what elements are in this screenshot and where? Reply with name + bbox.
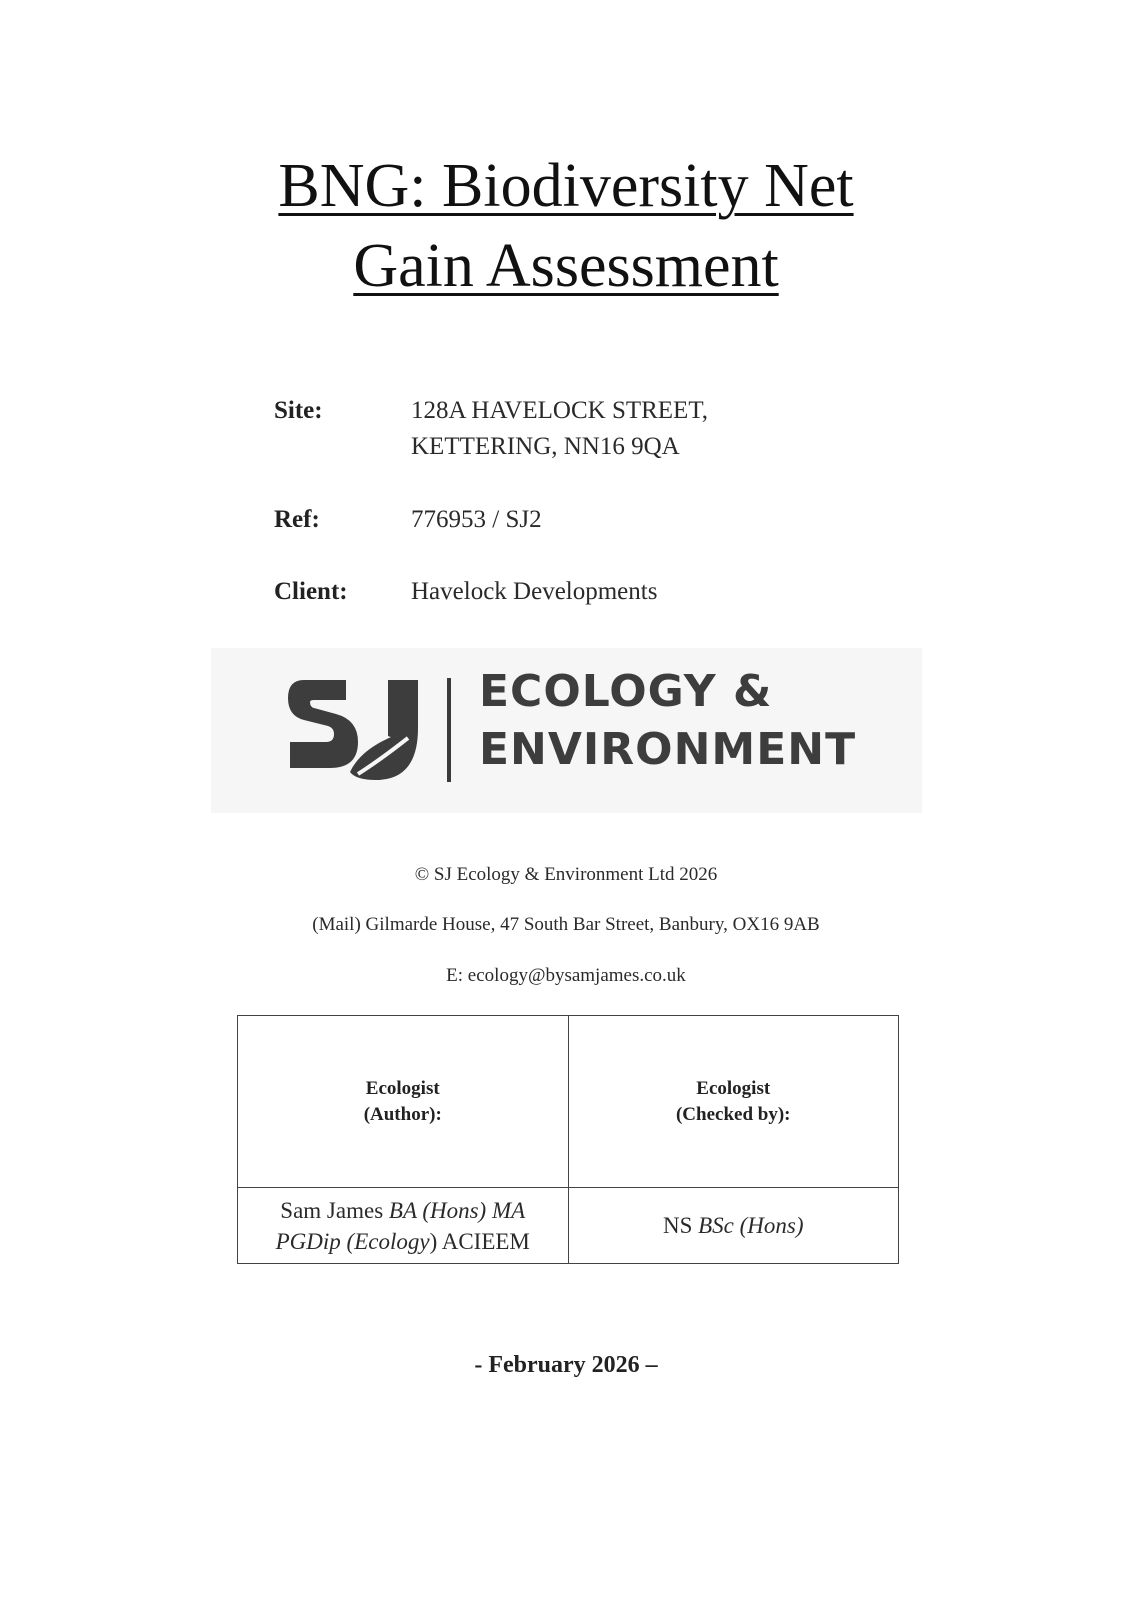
author-heading-line-2: (Author): — [363, 1103, 442, 1125]
copyright-notice: © SJ Ecology & Environment Ltd 2026 — [414, 864, 718, 885]
site-address-line-2: KETTERING, NN16 9QA — [411, 433, 680, 460]
signoff-name-row — [238, 1188, 899, 1264]
checker-name-cell — [568, 1188, 899, 1264]
author-qualifications-1: BA (Hons) MA — [388, 1197, 526, 1223]
report-title-line-2: Gain Assessment — [353, 232, 779, 300]
report-title-line-1: BNG: Biodiversity Net — [278, 152, 854, 220]
checker-heading-line-2: (Checked by): — [675, 1103, 791, 1125]
logo-text-line-2: ENVIRONMENT — [479, 724, 857, 775]
company-logo — [211, 648, 922, 813]
site-label: Site: — [274, 397, 323, 424]
checker-name: NS — [662, 1213, 693, 1238]
signoff-heading-row — [238, 1016, 899, 1188]
author-heading-line-1: Ecologist — [365, 1077, 440, 1099]
logo-divider — [447, 678, 451, 782]
author-name: Sam James — [280, 1197, 384, 1223]
ref-value: 776953 / SJ2 — [411, 506, 542, 533]
author-name-cell — [238, 1188, 569, 1264]
checker-heading-cell — [568, 1016, 899, 1188]
checker-qualifications: BSc (Hons) — [698, 1213, 804, 1238]
client-label: Client: — [274, 578, 348, 605]
checker-heading-line-1: Ecologist — [696, 1077, 771, 1099]
mail-address: (Mail) Gilmarde House, 47 South Bar Street, Banbury, OX16 9AB — [312, 914, 820, 935]
logo-text-line-1: ECOLOGY & — [479, 666, 773, 717]
signoff-table — [237, 1015, 899, 1264]
client-value: Havelock Developments — [411, 578, 658, 605]
site-address-line-1: 128A HAVELOCK STREET, — [411, 397, 708, 424]
sj-leaf-icon — [284, 672, 424, 784]
author-heading-cell — [238, 1016, 569, 1188]
author-qualifications-2: PGDip (Ecology — [275, 1228, 430, 1254]
ref-label: Ref: — [274, 506, 320, 533]
author-qualifications-3: ) ACIEEM — [429, 1228, 530, 1254]
report-date: - February 2026 – — [474, 1352, 658, 1378]
report-title — [0, 146, 1132, 306]
email-address: E: ecology@bysamjames.co.uk — [446, 965, 686, 986]
